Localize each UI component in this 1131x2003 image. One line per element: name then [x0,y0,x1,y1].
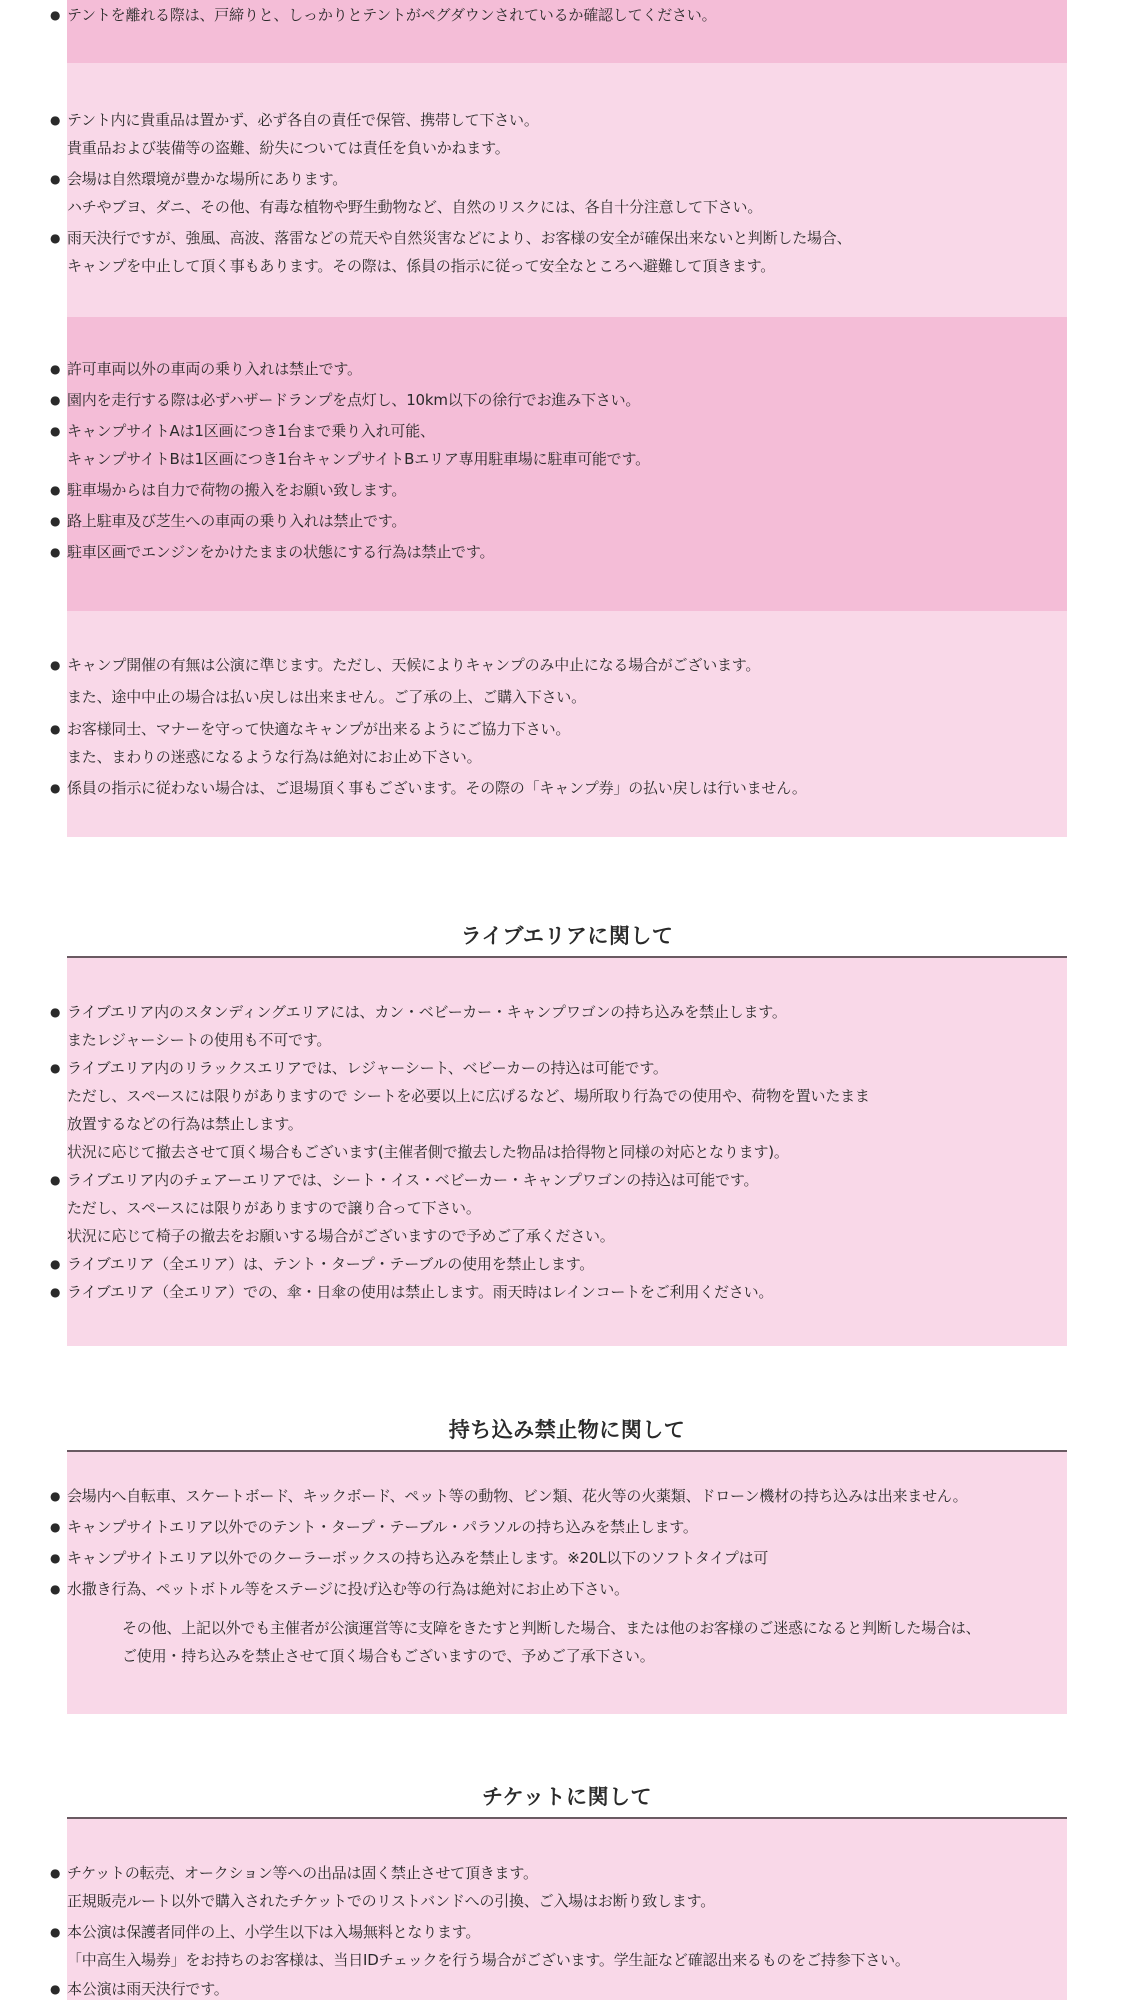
prohibited-items-heading: 持ち込み禁止物に関して [448,1418,686,1442]
tent-leave-section [67,0,1067,63]
list-item: ● ライブエリア内のリラックスエリアでは、レジャーシート、ベビーカーの持込は可能です。 [67,1054,1067,1082]
list-item: ● 会場内へ自転車、スケートボード、キックボード、ペット等の動物、ビン類、花火等の火薬類、ドローン機材の持ち込みは出来ません。 [67,1482,1067,1510]
list-item: ● ライブエリア（全エリア）での、傘・日傘の使用は禁止します。雨天時はレインコートをご利用ください。 [67,1278,1067,1306]
prohibited-items-section [67,1452,1067,1714]
list-item-continuation: ハチやブヨ、ダニ、その他、有毒な植物や野生動物など、自然のリスクには、各自十分注意して下さい。 [67,198,763,216]
list-item: ● ライブエリア内のスタンディングエリアには、カン・ベビーカー・キャンプワゴンの持ち込みを禁止します。 [67,998,1067,1026]
list-item-continuation: ただし、スペースには限りがありますので譲り合って下さい。 [67,1199,481,1217]
list-item-continuation: 正規販売ルート以外で購入されたチケットでのリストバンドへの引換、ご入場はお断り致します。 [67,1892,716,1910]
list-item: ● キャンプサイトエリア以外でのクーラーボックスの持ち込みを禁止します。※20L以下のソフトタイプは可 [67,1544,1067,1572]
tickets-section [67,1819,1067,2000]
list-item: ● 駐車区画でエンジンをかけたままの状態にする行為は禁止です。 [67,538,1067,566]
camp-general-section [67,611,1067,837]
list-item: ● キャンプ開催の有無は公演に準じます。ただし、天候によりキャンプのみ中止になる場合がございます。 [67,651,1067,679]
vehicles-section [67,317,1067,611]
live-area-heading: ライブエリアに関して [460,924,674,948]
list-item: ● お客様同士、マナーを守って快適なキャンプが出来るようにご協力下さい。 [67,715,1067,743]
list-item: ● 会場は自然環境が豊かな場所にあります。 [67,165,1067,193]
list-item-continuation: 「中高生入場券」をお持ちのお客様は、当日IDチェックを行う場合がございます。学生証など確認出来るものをご持参下さい。 [67,1951,910,1969]
prohibited-note: ご使用・持ち込みを禁止させて頂く場合もございますので、予めご了承下さい。 [122,1647,655,1665]
list-item-continuation: また、まわりの迷惑になるような行為は絶対にお止め下さい。 [67,748,482,766]
list-item: ● 本公演は雨天決行です。 [67,1975,1067,2003]
list-item: ● キャンプサイトエリア以外でのテント・タープ・テーブル・パラソルの持ち込みを禁止します。 [67,1513,1067,1541]
list-item: ● 園内を走行する際は必ずハザードランプを点灯し、10km以下の徐行でお進み下さい。 [67,386,1067,414]
tickets-heading: チケットに関して [481,1785,653,1809]
list-item: ● テント内に貴重品は置かず、必ず各自の責任で保管、携帯して下さい。 [67,106,1067,134]
list-item-continuation: 放置するなどの行為は禁止します。 [67,1115,303,1133]
list-item: ● ライブエリア内のチェアーエリアでは、シート・イス・ベビーカー・キャンプワゴンの持込は可能です。 [67,1166,1067,1194]
list-item-continuation: 状況に応じて撤去させて頂く場合もございます(主催者側で撤去した物品は拾得物と同様の対応となります)。 [67,1143,789,1161]
list-item: ● 路上駐車及び芝生への車両の乗り入れは禁止です。 [67,507,1067,535]
list-item: ● キャンプサイトAは1区画につき1台まで乗り入れ可能、 [67,417,1067,445]
list-item-continuation: キャンプを中止して頂く事もあります。その際は、係員の指示に従って安全なところへ避難して頂きます。 [67,257,776,275]
list-item: ● 駐車場からは自力で荷物の搬入をお願い致します。 [67,476,1067,504]
list-item-continuation: またレジャーシートの使用も不可です。 [67,1031,332,1049]
list-item: ● 本公演は保護者同伴の上、小学生以下は入場無料となります。 [67,1918,1067,1946]
list-item: ● 係員の指示に従わない場合は、ご退場頂く事もございます。その際の「キャンプ券」の払い戻しは行いません。 [67,774,1067,802]
list-item: ● テントを離れる際は、戸締りと、しっかりとテントがペグダウンされているか確認してください。 [67,1,1067,29]
list-item-continuation: また、途中中止の場合は払い戻しは出来ません。ご了承の上、ご購入下さい。 [67,688,586,706]
list-item: ● 水撒き行為、ペットボトル等をステージに投げ込む等の行為は絶対にお止め下さい。 [67,1575,1067,1603]
valuables-section [67,63,1067,317]
list-item: ● ライブエリア（全エリア）は、テント・タープ・テーブルの使用を禁止します。 [67,1250,1067,1278]
list-item: ● チケットの転売、オークション等への出品は固く禁止させて頂きます。 [67,1859,1067,1887]
list-item-continuation: 貴重品および装備等の盗難、紛失については責任を負いかねます。 [67,139,510,157]
list-item: ● 雨天決行ですが、強風、高波、落雷などの荒天や自然災害などにより、お客様の安全が確保出来ないと判断した場合、 [67,224,1067,252]
list-item-continuation: 状況に応じて椅子の撤去をお願いする場合がございますので予めご了承ください。 [67,1227,615,1245]
list-item: ● 許可車両以外の車両の乗り入れは禁止です。 [67,355,1067,383]
prohibited-note: その他、上記以外でも主催者が公演運営等に支障をきたすと判断した場合、または他のお客様のご迷惑になると判断した場合は、 [122,1619,981,1637]
list-item-continuation: キャンプサイトBは1区画につき1台キャンプサイトBエリア専用駐車場に駐車可能です。 [67,450,650,468]
list-item-continuation: ただし、スペースには限りがありますので シートを必要以上に広げるなど、場所取り行為での使用や、荷物を置いたまま [67,1087,870,1105]
live-area-section [67,958,1067,1346]
